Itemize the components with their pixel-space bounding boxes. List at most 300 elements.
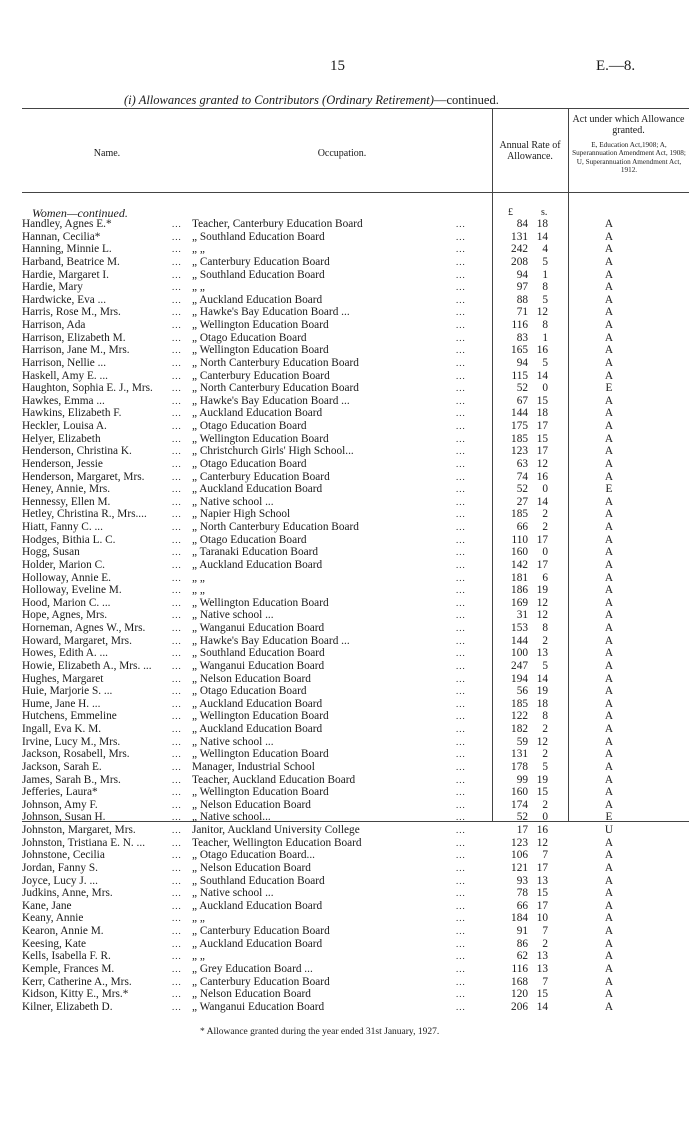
row-act: A: [604, 975, 614, 988]
row-act: A: [604, 558, 614, 571]
leader-dots: ...: [172, 938, 182, 949]
leader-dots: ...: [456, 496, 466, 507]
row-rate-pounds: 56: [516, 685, 528, 698]
row-rate-shillings: 13: [536, 874, 548, 887]
table-row: [0, 647, 700, 660]
row-rate-shillings: 14: [536, 672, 548, 685]
row-name: Hodges, Bithia L. C.: [22, 533, 116, 546]
row-act: A: [604, 268, 614, 281]
table-row: [0, 862, 700, 875]
leader-dots: ...: [172, 787, 182, 798]
leader-dots: ...: [172, 269, 182, 280]
table-row: [0, 723, 700, 736]
row-rate-pounds: 99: [516, 773, 528, 786]
row-act: U: [604, 824, 614, 836]
row-occupation: „ Napier High School: [192, 508, 291, 521]
leader-dots: ...: [172, 610, 182, 621]
row-rate-shillings: 1: [542, 331, 548, 344]
row-act: A: [604, 331, 614, 344]
row-act: A: [604, 760, 614, 773]
row-act: A: [604, 622, 614, 634]
table-row: [0, 281, 700, 294]
table-row: [0, 736, 700, 749]
leader-dots: ...: [456, 660, 466, 671]
row-occupation: „ Wellington Education Board: [192, 748, 329, 761]
table-row: [0, 988, 700, 1001]
leader-dots: ...: [456, 888, 466, 899]
row-rate-pounds: 94: [516, 268, 528, 281]
row-occupation: „ Auckland Education Board: [192, 483, 323, 496]
row-rate-pounds: 184: [511, 912, 528, 925]
row-act: A: [604, 495, 614, 508]
table-row: [0, 395, 700, 408]
row-name: Kearon, Annie M.: [22, 925, 104, 937]
row-rate-shillings: 12: [536, 735, 548, 748]
table-row: [0, 875, 700, 888]
leader-dots: ...: [456, 269, 466, 280]
leader-dots: ...: [172, 799, 182, 810]
table-row: [0, 912, 700, 925]
row-occupation: „ North Canterbury Education Board: [192, 382, 359, 395]
table-row: [0, 622, 700, 635]
row-name: Kane, Jane: [22, 899, 72, 912]
row-rate-pounds: 208: [511, 255, 528, 268]
row-act: A: [604, 937, 614, 950]
footnote: * Allowance granted during the year ended 31st January, 1927.: [200, 1027, 440, 1037]
leader-dots: ...: [456, 320, 466, 330]
leader-dots: ...: [456, 370, 466, 381]
leader-dots: ...: [456, 926, 466, 936]
leader-dots: ...: [456, 711, 466, 722]
row-occupation: „ Canterbury Education Board: [192, 470, 330, 483]
leader-dots: ...: [456, 686, 466, 697]
row-rate-pounds: 121: [511, 861, 528, 874]
row-act: A: [604, 988, 614, 1001]
row-rate-pounds: 178: [511, 760, 528, 773]
row-act: A: [604, 786, 614, 799]
table-row: [0, 774, 700, 787]
row-occupation: „ Wellington Education Board: [192, 710, 329, 723]
row-act: A: [604, 369, 614, 382]
row-act: A: [604, 356, 614, 369]
row-rate-shillings: 17: [536, 899, 548, 912]
row-rate-pounds: 186: [511, 584, 528, 597]
row-rate-shillings: 15: [536, 394, 548, 407]
row-name: Harrison, Elizabeth M.: [22, 331, 126, 344]
leader-dots: ...: [172, 989, 182, 1000]
row-rate-pounds: 144: [511, 407, 528, 420]
row-rate-shillings: 2: [542, 723, 548, 735]
row-rate-pounds: 17: [516, 824, 528, 836]
row-name: Kells, Isabella F. R.: [22, 950, 111, 963]
row-act: A: [604, 912, 614, 925]
row-act: A: [604, 697, 614, 710]
row-rate-pounds: 242: [511, 243, 528, 256]
row-rate-pounds: 174: [511, 798, 528, 811]
row-occupation: „ Auckland Education Board: [192, 293, 323, 306]
row-act: A: [604, 457, 614, 470]
table-row: [0, 231, 700, 244]
row-name: Howie, Elizabeth A., Mrs. ...: [22, 659, 152, 672]
row-rate-shillings: 16: [536, 470, 548, 483]
row-occupation: „ Auckland Education Board: [192, 697, 323, 710]
row-rate-shillings: 18: [536, 697, 548, 710]
leader-dots: ...: [456, 951, 466, 962]
leader-dots: ...: [172, 673, 182, 684]
row-act: A: [604, 255, 614, 268]
row-act: A: [604, 432, 614, 445]
row-act: E: [605, 811, 613, 824]
leader-dots: ...: [456, 875, 466, 886]
row-occupation: „ Canterbury Education Board: [192, 369, 330, 382]
row-act: A: [604, 735, 614, 748]
row-rate-shillings: 14: [536, 495, 548, 508]
table-row: [0, 319, 700, 332]
leader-dots: ...: [456, 673, 466, 684]
row-rate-pounds: 52: [516, 382, 528, 395]
leader-dots: ...: [456, 761, 466, 772]
row-occupation: „ Auckland Education Board: [192, 899, 323, 912]
row-rate-pounds: 206: [511, 1000, 528, 1013]
row-rate-pounds: 168: [511, 975, 528, 988]
row-rate-pounds: 131: [511, 230, 528, 243]
leader-dots: ...: [456, 825, 466, 835]
leader-dots: ...: [456, 458, 466, 469]
table-row: [0, 786, 700, 799]
row-occupation: „ Wellington Education Board: [192, 786, 329, 799]
row-rate-pounds: 83: [516, 331, 528, 344]
row-rate-pounds: 100: [511, 647, 528, 660]
row-occupation: „ „: [192, 243, 205, 256]
leader-dots: ...: [172, 761, 182, 772]
table-row: [0, 925, 700, 938]
row-name: Howard, Margaret, Mrs.: [22, 634, 132, 647]
leader-dots: ...: [456, 294, 466, 305]
leader-dots: ...: [456, 635, 466, 646]
table-row: [0, 635, 700, 648]
leader-dots: ...: [172, 345, 182, 356]
table-caption-suffix: —continued.: [433, 93, 499, 107]
row-occupation: „ „: [192, 281, 205, 294]
row-rate-shillings: 8: [542, 710, 548, 723]
leader-dots: ...: [456, 547, 466, 558]
row-name: Harband, Beatrice M.: [22, 255, 120, 268]
table-row: [0, 824, 700, 837]
leader-dots: ...: [456, 774, 466, 785]
leader-dots: ...: [172, 446, 182, 457]
leader-dots: ...: [456, 332, 466, 343]
row-act: A: [604, 836, 614, 849]
leader-dots: ...: [456, 850, 466, 861]
row-occupation: „ Nelson Education Board: [192, 798, 311, 811]
row-rate-shillings: 19: [536, 584, 548, 597]
leader-dots: ...: [456, 749, 466, 760]
leader-dots: ...: [456, 989, 466, 1000]
row-act: A: [604, 470, 614, 483]
leader-dots: ...: [456, 522, 466, 532]
row-rate-shillings: 17: [536, 445, 548, 458]
table-caption: [124, 93, 499, 108]
row-rate-pounds: 52: [516, 811, 528, 824]
row-occupation: „ Hawke's Bay Education Board ...: [192, 394, 350, 407]
row-occupation: „ Auckland Education Board: [192, 558, 323, 571]
row-occupation: „ Nelson Education Board: [192, 672, 311, 685]
row-rate-pounds: 88: [516, 293, 528, 306]
header-bottom-rule: [22, 192, 689, 193]
leader-dots: ...: [172, 547, 182, 558]
row-act: A: [604, 420, 614, 432]
row-rate-shillings: 15: [536, 786, 548, 799]
column-header-act: Act under which Allowance granted.: [572, 114, 685, 136]
row-act: A: [604, 281, 614, 294]
leader-dots: ...: [172, 559, 182, 570]
row-occupation: „ Canterbury Education Board: [192, 255, 330, 268]
row-rate-shillings: 17: [536, 558, 548, 571]
row-rate-pounds: 144: [511, 634, 528, 647]
row-rate-shillings: 10: [536, 912, 548, 925]
table-row: [0, 698, 700, 711]
leader-dots: ...: [172, 1001, 182, 1012]
row-rate-shillings: 13: [536, 962, 548, 975]
leader-dots: ...: [172, 421, 182, 431]
section-label: Women—continued.: [32, 206, 128, 220]
row-rate-pounds: 153: [511, 622, 528, 634]
table-row: [0, 534, 700, 547]
row-rate-pounds: 185: [511, 697, 528, 710]
leader-dots: ...: [456, 256, 466, 267]
row-name: Kidson, Kitty E., Mrs.*: [22, 988, 129, 1001]
row-act: A: [604, 306, 614, 319]
row-rate-pounds: 247: [511, 659, 528, 672]
row-name: Hood, Marion C. ...: [22, 596, 111, 609]
table-row: [0, 306, 700, 319]
row-name: Hennessy, Ellen M.: [22, 495, 111, 508]
leader-dots: ...: [456, 799, 466, 810]
row-name: Kilner, Elizabeth D.: [22, 1000, 113, 1013]
row-name: Helyer, Elizabeth: [22, 432, 101, 445]
leader-dots: ...: [456, 484, 466, 495]
row-rate-pounds: 67: [516, 394, 528, 407]
row-act: A: [604, 319, 614, 331]
row-rate-shillings: 12: [536, 596, 548, 609]
row-name: Hiatt, Fanny C. ...: [22, 521, 103, 533]
leader-dots: ...: [172, 888, 182, 899]
row-act: A: [604, 962, 614, 975]
column-header-occupation: Occupation.: [317, 148, 367, 159]
row-occupation: „ Wanganui Education Board: [192, 1000, 325, 1013]
row-act: A: [604, 861, 614, 874]
row-rate-shillings: 17: [536, 533, 548, 546]
leader-dots: ...: [456, 812, 466, 823]
row-rate-pounds: 123: [511, 445, 528, 458]
leader-dots: ...: [456, 282, 466, 293]
row-occupation: „ Christchurch Girls' High School...: [192, 445, 354, 458]
table-row: [0, 837, 700, 850]
row-act: A: [604, 1000, 614, 1013]
row-rate-pounds: 160: [511, 546, 528, 559]
row-act: A: [604, 584, 614, 597]
row-rate-shillings: 15: [536, 988, 548, 1001]
row-act: A: [604, 647, 614, 660]
row-name: Jefferies, Laura*: [22, 786, 98, 799]
row-rate-pounds: 93: [516, 874, 528, 887]
row-name: Hume, Jane H. ...: [22, 697, 101, 710]
row-rate-shillings: 13: [536, 950, 548, 963]
row-occupation: „ Auckland Education Board: [192, 937, 323, 950]
row-rate-shillings: 7: [542, 925, 548, 937]
row-occupation: „ Hawke's Bay Education Board ...: [192, 306, 350, 319]
row-name: Keany, Annie: [22, 912, 84, 925]
leader-dots: ...: [456, 938, 466, 949]
row-name: Johnson, Amy F.: [22, 798, 98, 811]
row-rate-shillings: 2: [542, 748, 548, 761]
row-rate-pounds: 185: [511, 432, 528, 445]
row-act: E: [605, 382, 613, 395]
row-rate-pounds: 116: [511, 962, 528, 975]
row-name: Hawkes, Emma ...: [22, 394, 105, 407]
leader-dots: ...: [172, 862, 182, 873]
leader-dots: ...: [172, 724, 182, 734]
leader-dots: ...: [456, 219, 466, 229]
row-name: Handley, Agnes E.*: [22, 218, 112, 230]
row-occupation: „ Wellington Education Board: [192, 344, 329, 357]
leader-dots: ...: [456, 787, 466, 798]
row-rate-pounds: 74: [516, 470, 528, 483]
leader-dots: ...: [456, 244, 466, 255]
row-occupation: Teacher, Canterbury Education Board: [192, 218, 363, 230]
leader-dots: ...: [172, 408, 182, 419]
row-name: Haughton, Sophia E. J., Mrs.: [22, 382, 153, 395]
leader-dots: ...: [456, 963, 466, 974]
row-rate-pounds: 160: [511, 786, 528, 799]
row-name: Ingall, Eva K. M.: [22, 723, 102, 735]
table-top-rule: [22, 108, 689, 109]
row-rate-pounds: 86: [516, 937, 528, 950]
row-occupation: „ „: [192, 950, 205, 963]
row-rate-shillings: 0: [542, 546, 548, 559]
leader-dots: ...: [172, 698, 182, 709]
leader-dots: ...: [172, 458, 182, 469]
page-number: 15: [330, 58, 345, 74]
row-name: Hanning, Minnie L.: [22, 243, 112, 256]
leader-dots: ...: [172, 572, 182, 583]
row-act: A: [604, 571, 614, 584]
row-act: A: [604, 344, 614, 357]
leader-dots: ...: [456, 585, 466, 596]
row-occupation: „ „: [192, 912, 205, 925]
table-row: [0, 496, 700, 509]
row-rate-pounds: 194: [511, 672, 528, 685]
leader-dots: ...: [456, 509, 466, 520]
row-rate-pounds: 97: [516, 281, 528, 294]
table-row: [0, 799, 700, 812]
leader-dots: ...: [456, 1001, 466, 1012]
leader-dots: ...: [456, 913, 466, 924]
row-rate-pounds: 84: [516, 218, 528, 230]
unit-pounds: £: [508, 207, 513, 218]
row-rate-pounds: 66: [516, 899, 528, 912]
table-row: [0, 357, 700, 370]
table-row: [0, 609, 700, 622]
row-name: Jackson, Sarah E.: [22, 760, 102, 773]
report-reference: E.—8.: [596, 58, 636, 74]
row-occupation: „ North Canterbury Education Board: [192, 521, 359, 533]
row-occupation: Teacher, Auckland Education Board: [192, 773, 356, 786]
row-name: Kerr, Catherine A., Mrs.: [22, 975, 132, 988]
column-header-name: Name.: [93, 148, 121, 159]
table-row: [0, 963, 700, 976]
row-name: Johnson, Susan H.: [22, 811, 106, 824]
leader-dots: ...: [172, 837, 182, 848]
row-rate-shillings: 15: [536, 432, 548, 445]
table-row: [0, 458, 700, 471]
leader-dots: ...: [172, 484, 182, 495]
leader-dots: ...: [456, 623, 466, 633]
leader-dots: ...: [456, 976, 466, 987]
row-occupation: „ Wanganui Education Board: [192, 659, 325, 672]
leader-dots: ...: [172, 951, 182, 962]
leader-dots: ...: [172, 370, 182, 381]
table-row: [0, 849, 700, 862]
row-occupation: „ Otago Education Board: [192, 685, 307, 698]
leader-dots: ...: [172, 736, 182, 747]
table-row: [0, 332, 700, 345]
leader-dots: ...: [456, 231, 466, 242]
row-occupation: „ Auckland Education Board: [192, 407, 323, 420]
leader-dots: ...: [172, 825, 182, 835]
row-occupation: „ Grey Education Board ...: [192, 962, 313, 975]
row-name: Johnston, Margaret, Mrs.: [22, 824, 136, 836]
table-row: [0, 748, 700, 761]
row-name: Henderson, Margaret, Mrs.: [22, 470, 145, 483]
leader-dots: ...: [456, 433, 466, 444]
leader-dots: ...: [456, 471, 466, 482]
leader-dots: ...: [172, 244, 182, 255]
leader-dots: ...: [456, 357, 466, 368]
row-name: Hetley, Christina R., Mrs....: [22, 508, 147, 521]
column-header-rate: Annual Rate of Allowance.: [499, 140, 561, 162]
row-occupation: „ „: [192, 584, 205, 597]
row-rate-shillings: 5: [542, 293, 548, 306]
leader-dots: ...: [172, 496, 182, 507]
leader-dots: ...: [172, 522, 182, 532]
row-rate-pounds: 122: [511, 710, 528, 723]
table-row: [0, 521, 700, 534]
row-rate-shillings: 12: [536, 609, 548, 622]
row-act: E: [605, 483, 613, 496]
leader-dots: ...: [172, 648, 182, 659]
row-act: A: [604, 925, 614, 937]
row-rate-shillings: 5: [542, 356, 548, 369]
row-rate-pounds: 31: [516, 609, 528, 622]
row-rate-pounds: 123: [511, 836, 528, 849]
row-act: A: [604, 672, 614, 685]
row-name: Henderson, Christina K.: [22, 445, 132, 458]
leader-dots: ...: [456, 395, 466, 406]
row-rate-pounds: 27: [516, 495, 528, 508]
row-act: A: [604, 899, 614, 912]
row-rate-pounds: 115: [511, 369, 528, 382]
row-name: Hardie, Margaret I.: [22, 268, 109, 281]
row-name: Holder, Marion C.: [22, 558, 106, 571]
row-name: Kemple, Frances M.: [22, 962, 115, 975]
row-occupation: „ Native school ...: [192, 887, 274, 900]
leader-dots: ...: [172, 749, 182, 760]
row-rate-shillings: 5: [542, 760, 548, 773]
table-row: [0, 900, 700, 913]
table-row: [0, 811, 700, 824]
row-name: Huie, Marjorie S. ...: [22, 685, 113, 698]
